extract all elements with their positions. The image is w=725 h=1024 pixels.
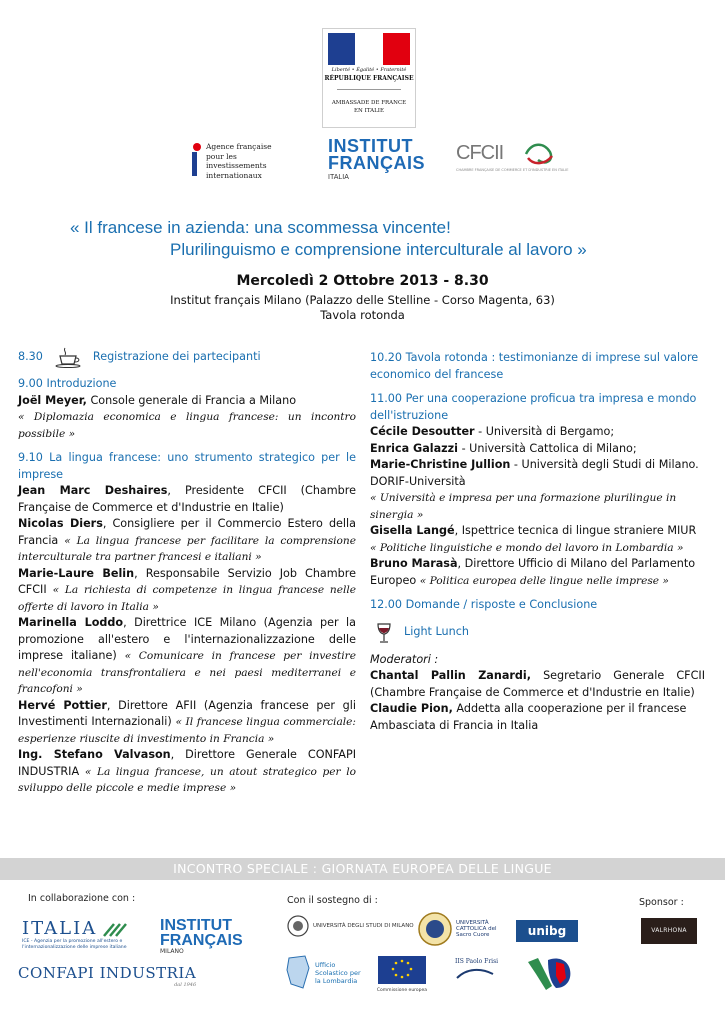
s910-heading: 9.10 La lingua francese: uno strumento strategico per le imprese xyxy=(18,451,356,481)
confapi-logo: CONFAPI INDUSTRIA dal 1946 xyxy=(18,964,197,988)
sponsor-label: Sponsor : xyxy=(639,897,684,908)
cfcii-ribbon-icon xyxy=(522,142,558,166)
afii-logo xyxy=(186,140,296,180)
unimi-logo: UNIVERSITÀ DEGLI STUDI DI MILANO xyxy=(287,915,414,937)
afii-mark-icon xyxy=(186,142,204,178)
afii-line1: Agence française xyxy=(206,142,272,151)
unimi-seal-icon xyxy=(287,915,309,937)
cattolica-seal-icon xyxy=(418,912,452,946)
italy-france-icon xyxy=(522,952,576,996)
program-left-column xyxy=(18,346,356,797)
jullion-quote: « Università e impresa per una formazione plurilingue in sinergia » xyxy=(370,492,677,521)
s1100-heading: 11.00 Per una cooperazione proficua tra impresa e mondo dell'istruzione xyxy=(370,392,697,422)
collaboration-label: In collaborazione con : xyxy=(28,893,136,904)
afii-line2: pour les investissements xyxy=(206,151,267,170)
intro-heading: 9.00 Introduzione xyxy=(18,377,117,390)
italy-france-flags-logo xyxy=(522,952,576,996)
ice-arrows-icon xyxy=(102,922,128,938)
cfcii-logo: CFCII CHAMBRE FRANÇAISE DE COMMERCE ET D'INDUSTRIE EN ITALIE xyxy=(456,142,569,172)
event-venue: Institut français Milano (Palazzo delle Stelline - Corso Magenta, 63) xyxy=(170,293,555,307)
iis-swoosh-icon xyxy=(455,966,495,980)
special-event-banner xyxy=(0,858,725,880)
wine-glass-icon xyxy=(374,622,394,644)
usr-lombardia-logo: Ufficio Scolastico per la Lombardia xyxy=(285,954,361,992)
speaker-deshaires: Jean Marc Deshaires, Presidente CFCII (Chambre Française de Commerce et d'Industrie en Italie) xyxy=(18,484,357,514)
ice-italia-logo: ITALIA ICE - Agenzia per la promozione all'estero e l'internazionalizzazione delle imprese italiane xyxy=(22,918,127,950)
commissione-europea-logo: Commissione europea xyxy=(370,954,434,994)
institut-francais-milano-logo: INSTITUT FRANÇAIS MILANO xyxy=(160,917,243,955)
rf-motto: Liberté • Égalité • Fraternité xyxy=(331,67,407,73)
speaker-diers: Nicolas Diers, Consigliere per il Commercio Estero della Francia « La lingua francese per facilitare la comprensione interculturale tra partner francesi e italiani » xyxy=(18,517,356,563)
event-format: Tavola rotonda xyxy=(320,308,405,322)
registration-row xyxy=(18,346,356,368)
speaker-jullion: Marie-Christine Jullion - Università degli Studi di Milano. DORIF-Università xyxy=(370,458,699,488)
s1200-heading: 12.00 Domande / risposte e Conclusione xyxy=(370,598,598,611)
cattolica-logo: UNIVERSITÀ CATTOLICA del Sacro Cuore xyxy=(418,912,508,946)
lange-quote: « Politiche linguistiche e mondo del lavoro in Lombardia » xyxy=(370,541,684,554)
rf-name: RÉPUBLIQUE FRANÇAISE xyxy=(324,75,414,82)
lunch-row xyxy=(370,622,705,644)
reg-label: Registrazione dei partecipanti xyxy=(92,349,261,363)
moderator-pion: Claudie Pion, Addetta alla cooperazione per il francese Ambasciata di Francia in Italia xyxy=(370,702,687,732)
divider xyxy=(337,89,401,90)
lombardia-map-icon xyxy=(285,954,311,992)
speaker-marasa: Bruno Marasà, Direttore Ufficio di Milano del Parlamento Europeo « Politica europea delle lingue nelle imprese » xyxy=(370,557,696,587)
speaker-valvason: Ing. Stefano Valvason, Direttore Generale CONFAPI INDUSTRIA « La lingua francese, un atout strategico per lo sviluppo delle piccole e medie imprese » xyxy=(18,748,356,794)
speaker-galazzi: Enrica Galazzi - Università Cattolica di Milano; xyxy=(370,441,637,455)
institut-francais-italia-logo: INSTITUT FRANÇAIS ITALIA xyxy=(328,136,425,181)
iis-frisi-logo: IIS Paolo Frisi xyxy=(455,958,515,990)
reg-time: 8.30 xyxy=(18,349,43,363)
moderators-label: Moderatori : xyxy=(370,652,439,666)
intro-speaker: Joël Meyer, Console generale di Francia a Milano xyxy=(18,393,297,407)
eu-flag-icon xyxy=(370,954,434,984)
speaker-desoutter: Cécile Desoutter - Università di Bergamo; xyxy=(370,425,615,438)
speaker-belin: Marie-Laure Belin, Responsabile Servizio Job Chambre CFCII « La richiesta di competenze in lingua francese nelle offerte di lavoro in Italia » xyxy=(18,566,357,613)
title-line1: « Il francese in azienda: una scommessa vincente! xyxy=(70,218,451,237)
s1020-heading: 10.20 Tavola rotonda : testimonianze di imprese sul valore economico del francese xyxy=(370,351,699,381)
unibg-logo: unibg xyxy=(516,920,578,942)
program-right-column xyxy=(370,350,705,734)
speaker-loddo: Marinella Loddo, Direttrice ICE Milano (Agenzia per la promozione all'estero e l'internazionalizzazione delle imprese italiane) « Comunicare in francese per investire nell'economia transfrontaliera e nei paesi mediterranei e francofoni » xyxy=(18,616,357,695)
support-label: Con il sostegno di : xyxy=(287,895,378,906)
lunch-label: Light Lunch xyxy=(404,625,469,639)
speaker-lange: Gisella Langé, Ispettrice tecnica di lingue straniere MIUR xyxy=(370,524,697,537)
intro-quote: « Diplomazia economica e lingua francese: un incontro possibile » xyxy=(18,411,356,440)
afii-line3: internationaux xyxy=(206,170,262,180)
title-line2: Plurilinguismo e comprensione interculturale al lavoro » xyxy=(170,240,587,259)
valrhona-logo: VALRHONA xyxy=(641,918,697,944)
moderator-pallin: Chantal Pallin Zanardi, Segretario Generale CFCII (Chambre Française de Commerce et d'Industrie en Italie) xyxy=(370,669,705,699)
marianne-flag-icon xyxy=(328,33,410,65)
event-date: Mercoledì 2 Ottobre 2013 - 8.30 xyxy=(236,273,489,289)
banner-text: INCONTRO SPECIALE : GIORNATA EUROPEA DELLE LINGUE xyxy=(173,861,552,876)
speaker-pottier: Hervé Pottier, Direttore AFII (Agenzia francese per gli Investimenti Internazionali) « Il francese lingua commerciale: esperienze riuscite di investimento in Francia » xyxy=(18,698,356,745)
coffee-cup-icon xyxy=(51,346,87,368)
republique-francaise-logo xyxy=(322,28,416,128)
embassy-label: AMBASSADE DE FRANCE EN ITALIE xyxy=(331,100,407,114)
